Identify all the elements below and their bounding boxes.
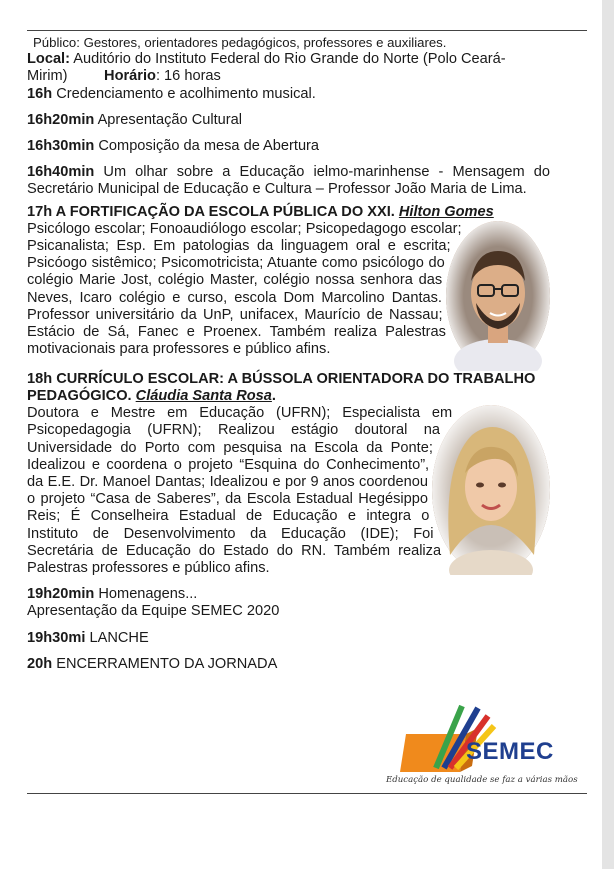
talk2-speaker: Cláudia Santa Rosa [135,388,272,405]
logo-wordmark: SEMEC [466,738,554,765]
talk2-bio: Doutora e Mestre em Educação (UFRN); Especialista em Psicopedagogia (UFRN); Realizou estágio doutoral na Universidade do Porto com pesquisa na Escola da Ponte; Idealizou e coordena o projeto “Esquina do Conhecimento”, da E.E. Dr. Manoel Dantas; Idealizou e por 9 anos coordenou o projeto “Casa de Saberes”, da Escola Estadual Hegésippo Reis; É Conselheira Estadual de Educação e integra o Instituto de Desenvolvimento da Educação (IDE); Foi Secretária de Educação do Estado do RN. Também realiza Palestras professores e público afins. [27,405,453,577]
schedule-text: Um olhar sobre a Educação ielmo-marinhense - Mensagem do Secretário Municipal de Educação e Cultura – Professor João Maria de Lima. [27,164,550,198]
schedule-time: 16h40min [27,164,95,181]
logo-slogan: Educação de qualidade se faz a várias mãos [386,775,578,785]
schedule-item [27,164,550,198]
venue-label: Local: [27,51,70,68]
closing-time: 20h [27,655,53,672]
closing-text: LANCHE [85,629,149,646]
man-portrait-icon [446,221,550,371]
closing-time: 19h30mi [27,629,86,646]
venue-value: Auditório do Instituto Federal do Rio Grande do Norte (Polo Ceará-Mirim) [27,51,506,85]
schedule-time: 16h [27,85,53,102]
talk1-bio: Psicólogo escolar; Fonoaudiólogo escolar; Psicopedagogo escolar; Psicanalista; Esp. Em patologias da linguagem oral e escrita; Psicóogo sistêmico; Psicomotricista; Atuante como psicólogo do colégio Marie Jost, colégio Master, colégio nossa senhora das Neves, Icaro colégio e curso, escola Dom Marcolino Dantas. Professor universitário da UnP, unifacex, Maurício de Nassau; Estácio de Sá, Fanec e Proenex. Também realiza Palestras motivacionais para professores e público afins. [27,220,462,358]
closing-item [27,630,550,647]
woman-portrait-icon [432,405,550,575]
closing-time: 19h20min [27,586,95,603]
schedule-item [27,112,550,129]
talk2-speaker-suffix: . [271,388,276,405]
audience-line: Público: Gestores, orientadores pedagógicos, professores e auxiliares. [33,35,447,50]
schedule-item [27,86,550,103]
schedule-item [27,138,550,155]
time-value: : 16 horas [155,68,221,85]
closing-item [27,586,550,603]
talk1-title: 17h A FORTIFICAÇÃO DA ESCOLA PÚBLICA DO XXI. [27,203,399,220]
event-program [27,34,550,673]
time-label: Horário [104,68,156,85]
closing-item [27,656,550,673]
closing-item [27,603,550,620]
talk2-heading [27,371,550,405]
venue-line [27,51,550,85]
talk1-speaker: Hilton Gomes [398,203,494,220]
schedule-text: Credenciamento e acolhimento musical. [52,85,316,102]
schedule-text: Apresentação Cultural [94,111,242,128]
speaker-photo-claudia [432,405,550,575]
page-gutter [602,0,614,869]
closing-text: Apresentação da Equipe SEMEC 2020 [27,603,280,620]
schedule-text: Composição da mesa de Abertura [94,138,320,155]
talk2-title: 18h CURRÍCULO ESCOLAR: A BÚSSOLA ORIENTADORA DO TRABALHO PEDAGÓGICO. [27,370,536,405]
talk1-heading [27,204,550,221]
closing-text: ENCERRAMENTO DA JORNADA [52,655,278,672]
schedule-time: 16h20min [27,111,95,128]
speaker-photo-hilton [446,221,550,371]
top-rule [27,30,587,31]
closing-text: Homenagens... [94,586,198,603]
schedule-time: 16h30min [27,138,95,155]
